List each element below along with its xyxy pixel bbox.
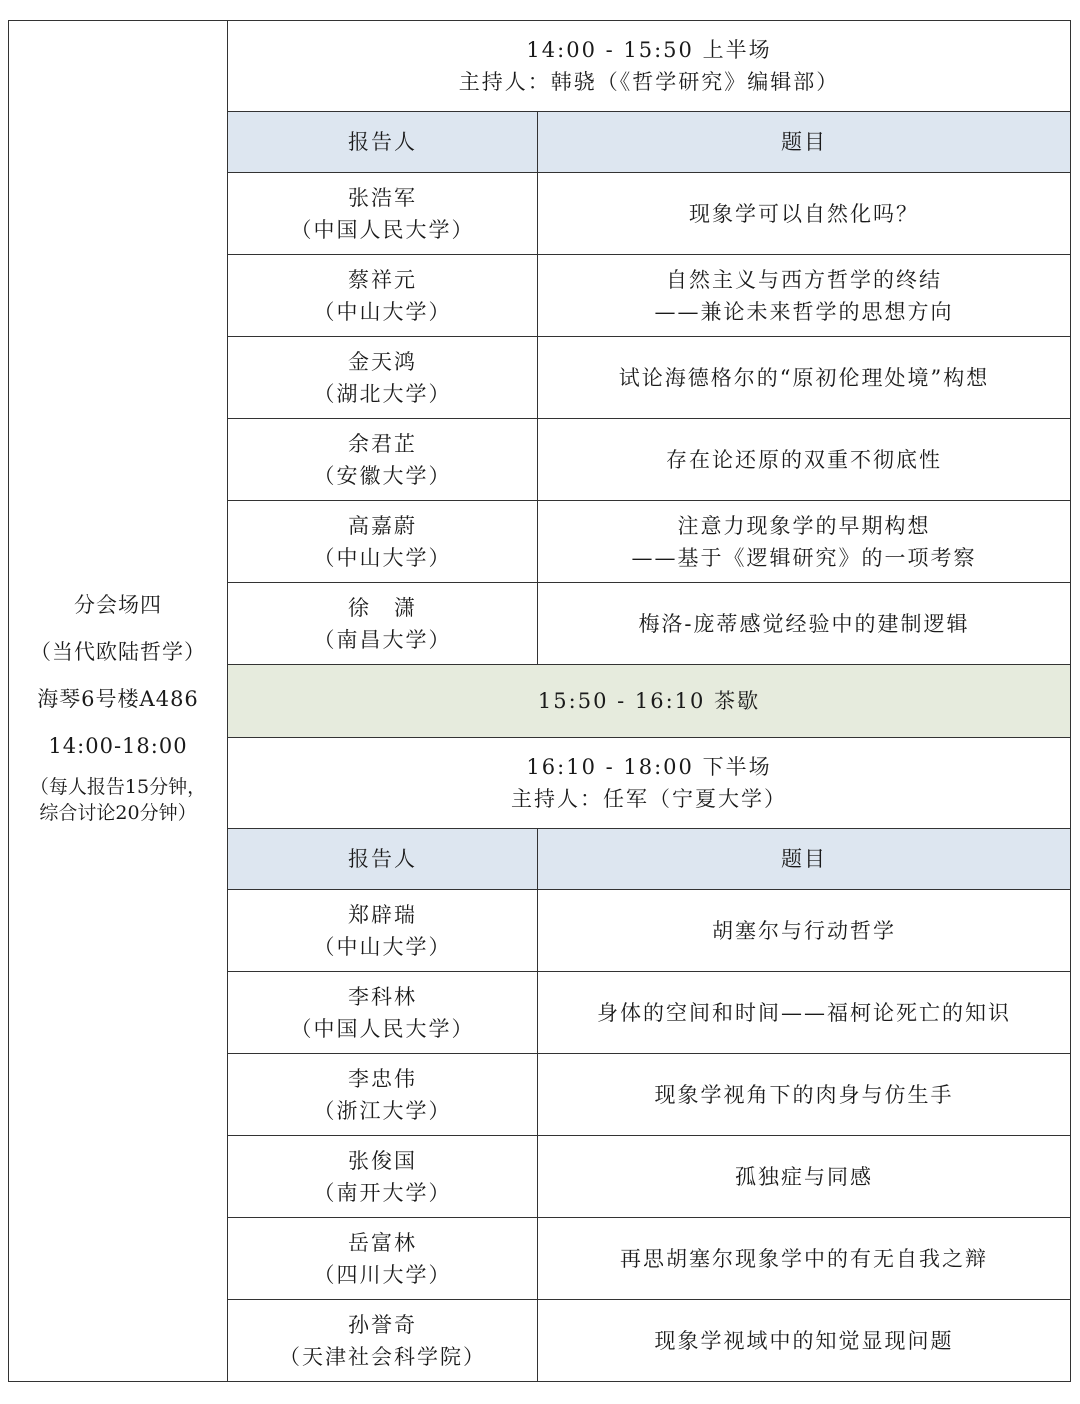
session2-time: 16:10 - 18:00 下半场 [526,755,772,779]
venue-note-line2: 综合讨论20分钟） [39,801,197,824]
venue-cell [9,21,228,1382]
speaker-name: 张俊国 [348,1148,417,1173]
venue-note-line1: （每人报告15分钟， [29,775,207,798]
venue-topic: （当代欧陆哲学） [30,639,206,664]
talk-title-cell [538,890,1071,972]
speaker-affiliation: （南昌大学） [313,627,452,652]
speaker-name: 李科林 [348,984,417,1009]
session2-heading [228,738,1071,829]
session2-header-title: 题目 [538,829,1071,890]
speaker-name: 徐 潇 [348,595,417,620]
talk-title: 梅洛-庞蒂感觉经验中的建制逻辑 [638,611,970,636]
tea-break: 15:50 - 16:10 茶歇 [228,665,1071,738]
session1-time: 14:00 - 15:50 上半场 [526,38,772,62]
talk-title: 身体的空间和时间——福柯论死亡的知识 [597,1000,1011,1025]
speaker-affiliation: （中国人民大学） [290,217,475,242]
talk-title-cell [538,1218,1071,1300]
talk-title-cell [538,1300,1071,1382]
talk-title-cell [538,501,1071,583]
schedule-table [8,20,1071,1382]
speaker-cell [228,1136,538,1218]
speaker-cell [228,1218,538,1300]
talk-title-cell [538,173,1071,255]
speaker-cell [228,255,538,337]
talk-title: 试论海德格尔的“原初伦理处境”构想 [618,365,990,390]
speaker-name: 高嘉蔚 [348,513,417,538]
speaker-affiliation: （天津社会科学院） [279,1344,486,1369]
speaker-affiliation: （四川大学） [313,1262,452,1287]
speaker-cell [228,337,538,419]
speaker-cell [228,501,538,583]
talk-title: 孤独症与同感 [735,1164,873,1189]
session1-header-speaker: 报告人 [228,112,538,173]
speaker-cell [228,173,538,255]
speaker-affiliation: （湖北大学） [313,381,452,406]
talk-title-cell [538,972,1071,1054]
speaker-affiliation: （南开大学） [313,1180,452,1205]
talk-title: 注意力现象学的早期构想 [677,513,931,538]
venue-name: 分会场四 [74,592,162,617]
speaker-affiliation: （安徽大学） [313,463,452,488]
speaker-affiliation: （浙江大学） [313,1098,452,1123]
talk-title: 自然主义与西方哲学的终结 [666,267,942,292]
talk-title-cell [538,337,1071,419]
speaker-name: 蔡祥元 [348,267,417,292]
speaker-name: 金天鸿 [348,349,417,374]
speaker-name: 李忠伟 [348,1066,417,1091]
talk-title-cell [538,1136,1071,1218]
talk-title: 胡塞尔与行动哲学 [712,918,896,943]
session1-heading [228,21,1071,112]
session1-header-title: 题目 [538,112,1071,173]
speaker-cell [228,972,538,1054]
talk-title: 现象学视域中的知觉显现问题 [654,1328,954,1353]
speaker-name: 孙誉奇 [348,1312,417,1337]
session1-heading-row [9,21,1071,112]
speaker-cell [228,890,538,972]
speaker-name: 郑辟瑞 [348,902,417,927]
speaker-cell [228,583,538,665]
talk-subtitle: ——基于《逻辑研究》的一项考察 [631,545,977,570]
session1-host: 主持人：韩骁（《哲学研究》编辑部） [458,70,840,94]
talk-title-cell [538,583,1071,665]
speaker-cell [228,419,538,501]
talk-title: 现象学视角下的肉身与仿生手 [654,1082,954,1107]
talk-title-cell [538,419,1071,501]
venue-room: 海琴6号楼A486 [37,686,199,711]
speaker-affiliation: （中山大学） [313,545,452,570]
speaker-cell [228,1054,538,1136]
talk-title: 再思胡塞尔现象学中的有无自我之辩 [620,1246,988,1271]
speaker-name: 张浩军 [348,185,417,210]
talk-title: 现象学可以自然化吗？ [689,201,919,226]
session2-header-speaker: 报告人 [228,829,538,890]
speaker-affiliation: （中山大学） [313,934,452,959]
session2-host: 主持人：任军（宁夏大学） [511,787,787,811]
speaker-affiliation: （中国人民大学） [290,1016,475,1041]
talk-title-cell [538,255,1071,337]
talk-subtitle: ——兼论未来哲学的思想方向 [654,299,954,324]
talk-title: 存在论还原的双重不彻底性 [666,447,942,472]
speaker-cell [228,1300,538,1382]
speaker-name: 余君芷 [348,431,417,456]
speaker-name: 岳富林 [348,1230,417,1255]
venue-time: 14:00-18:00 [48,733,188,758]
speaker-affiliation: （中山大学） [313,299,452,324]
talk-title-cell [538,1054,1071,1136]
